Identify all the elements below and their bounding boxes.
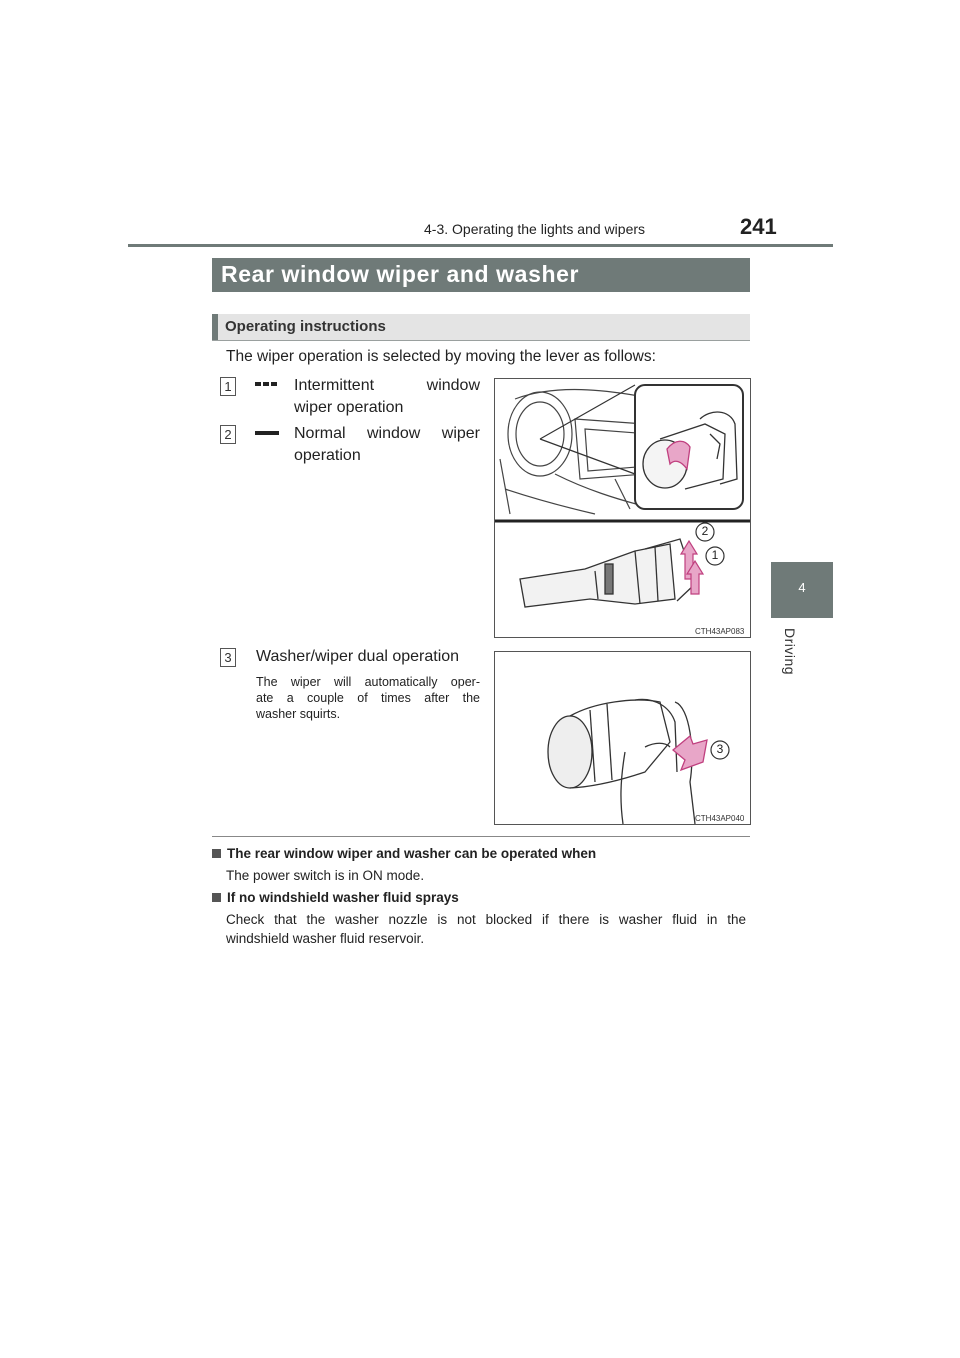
figure-1-code: CTH43AP083 (695, 627, 745, 636)
figure-1-callout-2: 2 (701, 524, 709, 538)
figure-2-code: CTH43AP040 (695, 814, 745, 823)
chapter-label: Driving (782, 628, 798, 676)
header-rule (128, 244, 833, 247)
note-1-heading (212, 846, 596, 861)
item-2-number: 2 (220, 425, 236, 444)
lever-illustration (495, 379, 751, 638)
section-title: Rear window wiper and washer (221, 261, 580, 287)
note-1-heading-text: The rear window wiper and washer can be operated when (227, 846, 597, 861)
item-2-label-line2: operation (294, 447, 361, 464)
washer-pull-arrow (673, 736, 707, 770)
bullet-square-icon (212, 893, 221, 902)
figure-1-callout-1: 1 (711, 548, 719, 562)
header-section-title: 4-3. Operating the lights and wipers (424, 221, 646, 237)
subsection-bar (212, 314, 750, 341)
subsection-accent (212, 314, 218, 340)
lever-up-arrows (681, 541, 703, 594)
item-1-number: 1 (220, 377, 236, 396)
item-3-note-line1: The wiper will automatically oper- (256, 675, 480, 689)
note-2-heading (212, 890, 459, 905)
section-divider (212, 836, 750, 837)
chapter-tab (771, 562, 833, 618)
washer-lever-illustration (495, 652, 751, 825)
dashboard-sketch (500, 390, 655, 514)
item-1-label-line2: wiper operation (294, 399, 404, 416)
intro-text: The wiper operation is selected by moving the lever as follows: (226, 348, 656, 365)
section-title-bar (212, 258, 750, 292)
note-2-body-line1: Check that the washer nozzle is not blocked if there is washer fluid in the (226, 912, 746, 927)
figure-2-callout-3: 3 (716, 742, 724, 756)
item-3-number: 3 (220, 648, 236, 667)
figure-washer-operation (494, 651, 751, 825)
subsection-title: Operating instructions (225, 318, 386, 335)
item-3-label: Washer/wiper dual operation (256, 648, 460, 665)
item-3-note-line2: ate a couple of times after the (256, 691, 480, 705)
note-2-body-line2: windshield washer fluid reservoir. (226, 931, 425, 946)
chapter-label-wrap (772, 628, 832, 678)
note-2-heading-text: If no windshield washer fluid sprays (227, 890, 459, 905)
intermittent-dash-icon (255, 382, 277, 386)
figure-lever-operation (494, 378, 751, 638)
page-number: 241 (740, 214, 777, 239)
bullet-square-icon (212, 849, 221, 858)
chapter-number: 4 (798, 580, 806, 595)
item-2-label-line1: Normal window wiper (294, 425, 480, 442)
note-1-body: The power switch is in ON mode. (226, 868, 425, 883)
item-1-label-line1: Intermittent window (294, 377, 480, 394)
item-3-note-line3: washer squirts. (256, 707, 341, 721)
normal-solid-icon (255, 431, 279, 435)
